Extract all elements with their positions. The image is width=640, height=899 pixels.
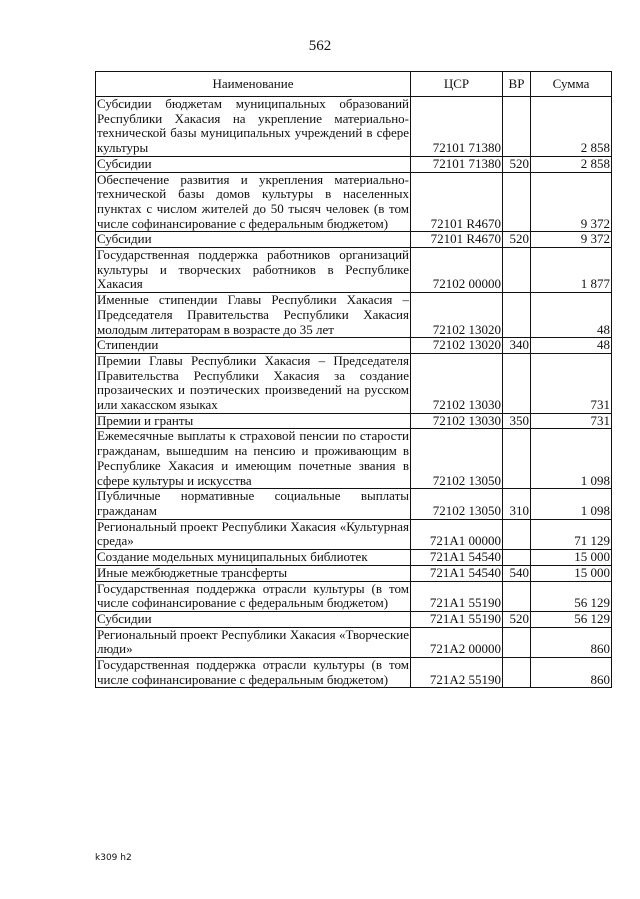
cell-csr: 72102 13020 bbox=[411, 293, 503, 338]
table-row bbox=[96, 429, 612, 489]
table-row bbox=[96, 519, 612, 549]
cell-sum: 9 372 bbox=[531, 172, 612, 232]
cell-vr: 340 bbox=[503, 338, 531, 354]
cell-csr: 72102 13050 bbox=[411, 489, 503, 519]
table-row bbox=[96, 172, 612, 232]
cell-sum: 2 858 bbox=[531, 156, 612, 172]
cell-vr bbox=[503, 519, 531, 549]
cell-csr: 721A1 00000 bbox=[411, 519, 503, 549]
table-header-row bbox=[96, 72, 612, 97]
cell-csr: 721A1 55190 bbox=[411, 581, 503, 611]
table-row bbox=[96, 611, 612, 627]
table-row bbox=[96, 413, 612, 429]
cell-sum: 48 bbox=[531, 293, 612, 338]
header-csr: ЦСР bbox=[411, 72, 503, 97]
cell-name: Ежемесячные выплаты к страховой пенсии по старости гражданам, вышедшим на пенсию и проживающим в Республике Хакасия и имеющим почетные звания в сфере культуры и искусства bbox=[97, 428, 409, 488]
table-row bbox=[96, 97, 612, 157]
table-row bbox=[96, 581, 612, 611]
cell-csr: 721A1 55190 bbox=[411, 611, 503, 627]
cell-name: Региональный проект Республики Хакасия «Творческие люди» bbox=[97, 626, 409, 657]
cell-vr bbox=[503, 353, 531, 413]
cell-sum: 2 858 bbox=[531, 97, 612, 157]
cell-name: Публичные нормативные социальные выплаты гражданам bbox=[97, 488, 409, 518]
cell-sum: 1 098 bbox=[531, 429, 612, 489]
cell-vr: 520 bbox=[503, 232, 531, 248]
cell-csr: 72102 13030 bbox=[411, 413, 503, 429]
cell-name: Государственная поддержка отрасли культуры (в том числе софинансирование с федеральным бюджетом) bbox=[97, 657, 409, 687]
footer-code: k309 h2 bbox=[95, 853, 132, 863]
cell-csr: 72101 R4670 bbox=[411, 232, 503, 248]
cell-name: Государственная поддержка работников организаций культуры и творческих работников в Республике Хакасия bbox=[97, 247, 409, 292]
cell-sum: 860 bbox=[531, 627, 612, 657]
cell-vr bbox=[503, 293, 531, 338]
page-number: 562 bbox=[308, 38, 332, 54]
cell-sum: 1 877 bbox=[531, 248, 612, 293]
cell-csr: 72101 R4670 bbox=[411, 172, 503, 232]
cell-name: Региональный проект Республики Хакасия «Культурная среда» bbox=[97, 518, 409, 549]
cell-sum: 1 098 bbox=[531, 489, 612, 519]
table-row bbox=[96, 353, 612, 413]
header-name: Наименование bbox=[96, 72, 411, 97]
cell-csr: 721A1 54540 bbox=[411, 565, 503, 581]
cell-name: Обеспечение развития и укрепления материально-технической базы домов культуры в населенных пунктах с числом жителей до 50 тысяч человек (в том числе софинансирование с федеральным бюджетом) bbox=[97, 171, 409, 231]
budget-table bbox=[95, 71, 612, 688]
cell-name: Государственная поддержка отрасли культуры (в том числе софинансирование с федеральным бюджетом) bbox=[97, 580, 409, 611]
cell-vr: 310 bbox=[503, 489, 531, 519]
cell-name: Субсидии bbox=[96, 611, 411, 627]
cell-sum: 731 bbox=[531, 413, 612, 429]
cell-vr: 540 bbox=[503, 565, 531, 581]
cell-vr: 520 bbox=[503, 156, 531, 172]
cell-vr: 520 bbox=[503, 611, 531, 627]
table-row bbox=[96, 293, 612, 338]
table-row bbox=[96, 489, 612, 519]
cell-csr: 72102 13030 bbox=[411, 353, 503, 413]
header-vr: ВР bbox=[503, 72, 531, 97]
cell-sum: 731 bbox=[531, 353, 612, 413]
table-row bbox=[96, 565, 612, 581]
cell-vr bbox=[503, 658, 531, 688]
cell-vr bbox=[503, 97, 531, 157]
table-row bbox=[96, 550, 612, 566]
table-row bbox=[96, 338, 612, 354]
cell-name: Иные межбюджетные трансферты bbox=[96, 565, 411, 581]
table-row bbox=[96, 156, 612, 172]
cell-sum: 15 000 bbox=[531, 550, 612, 566]
cell-name: Стипендии bbox=[96, 338, 411, 354]
cell-csr: 72102 13020 bbox=[411, 338, 503, 354]
table-row bbox=[96, 627, 612, 657]
cell-csr: 721A2 55190 bbox=[411, 658, 503, 688]
cell-name: Создание модельных муниципальных библиотек bbox=[96, 550, 411, 566]
cell-vr: 350 bbox=[503, 413, 531, 429]
cell-csr: 72101 71380 bbox=[411, 156, 503, 172]
cell-sum: 56 129 bbox=[531, 611, 612, 627]
cell-name: Субсидии bbox=[96, 232, 411, 248]
cell-sum: 71 129 bbox=[531, 519, 612, 549]
cell-sum: 56 129 bbox=[531, 581, 612, 611]
cell-vr bbox=[503, 248, 531, 293]
table-row bbox=[96, 232, 612, 248]
cell-vr bbox=[503, 581, 531, 611]
cell-sum: 860 bbox=[531, 658, 612, 688]
cell-sum: 48 bbox=[531, 338, 612, 354]
cell-name: Субсидии bbox=[96, 156, 411, 172]
cell-vr bbox=[503, 429, 531, 489]
cell-sum: 15 000 bbox=[531, 565, 612, 581]
cell-csr: 721A2 00000 bbox=[411, 627, 503, 657]
cell-name: Премии и гранты bbox=[96, 413, 411, 429]
cell-vr bbox=[503, 627, 531, 657]
cell-csr: 72101 71380 bbox=[411, 97, 503, 157]
cell-csr: 721A1 54540 bbox=[411, 550, 503, 566]
header-sum: Сумма bbox=[531, 72, 612, 97]
cell-name: Именные стипендии Главы Республики Хакасия – Председателя Правительства Республики Хакасия молодым литераторам в возрасте до 35 лет bbox=[97, 292, 409, 337]
cell-vr bbox=[503, 550, 531, 566]
cell-sum: 9 372 bbox=[531, 232, 612, 248]
cell-csr: 72102 00000 bbox=[411, 248, 503, 293]
table-row bbox=[96, 248, 612, 293]
cell-name: Премии Главы Республики Хакасия – Председателя Правительства Республики Хакасия за создание прозаических и поэтических произведений на русском или хакасском языках bbox=[97, 352, 409, 413]
table-row bbox=[96, 658, 612, 688]
cell-vr bbox=[503, 172, 531, 232]
cell-csr: 72102 13050 bbox=[411, 429, 503, 489]
cell-name: Субсидии бюджетам муниципальных образований Республики Хакасия на укрепление материально-технической базы муниципальных учреждений в сфере культуры bbox=[97, 96, 409, 156]
